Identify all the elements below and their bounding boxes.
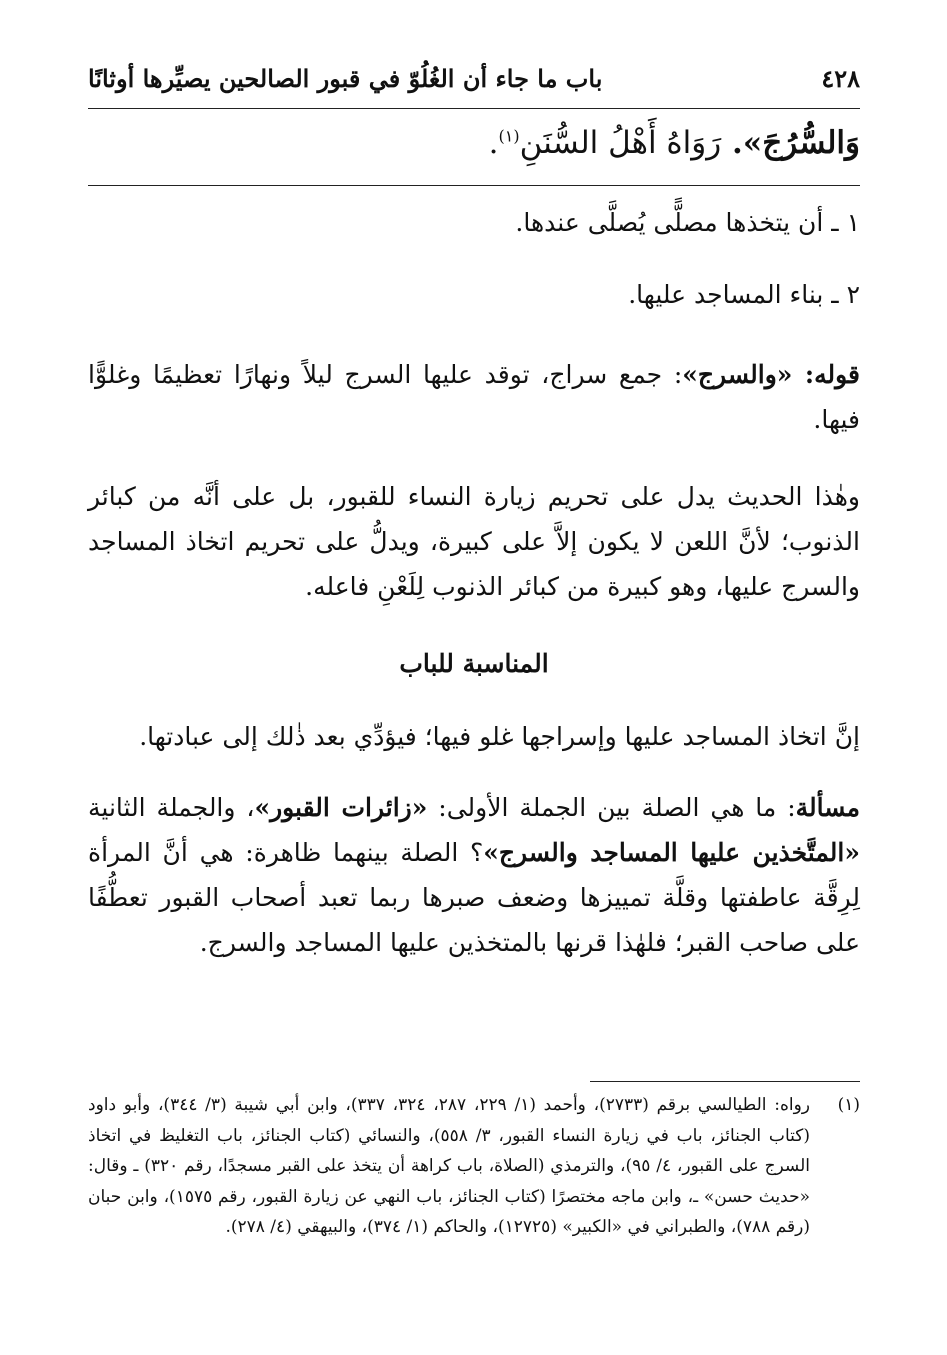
- running-head: [88, 58, 860, 108]
- commentary-text: : جمع سراج، توقد عليها السرج ليلاً ونهارًا تعظيمًا وغلوًّا فيها.: [88, 360, 860, 434]
- page-body: [88, 58, 860, 965]
- question-quote-1: «زائرات القبور»: [254, 793, 428, 822]
- footnote-number: (١): [837, 1095, 860, 1115]
- header-rule: [88, 108, 860, 109]
- question-paragraph: [88, 785, 860, 965]
- question-text-1: : ما هي الصلة بين الجملة الأولى:: [427, 793, 796, 822]
- hadith-period: .: [488, 125, 499, 161]
- question-text-2: ، والجملة الثانية: [88, 793, 255, 822]
- page-number: ٤٢٨: [821, 64, 860, 93]
- ruling-paragraph: وهٰذا الحديث يدل على تحريم زيارة النساء للقبور، بل على أنَّه من كبائر الذنوب؛ لأنَّ اللعن لا يكون إلاَّ على كبيرة، ويدلُّ على تحريم اتخاذ المساجد والسرج عليها، وهو كبيرة من كبائر الذنوب لِلَعْنِ فاعله.: [88, 482, 860, 601]
- question-quote-2: «المتَّخذين عليها المساجد والسرج»: [483, 838, 860, 867]
- list-item: ١ ـ أن يتخذها مصلًّى يُصلَّى عندها.: [515, 208, 860, 237]
- commentary-label: قوله: «والسرج»: [682, 360, 860, 389]
- hadith-word: وَالسُّرُجَ».: [732, 125, 860, 161]
- footnote-text: رواه: الطيالسي برقم (٢٧٣٣)، وأحمد (١/ ٢٢٩، ٢٨٧، ٣٢٤، ٣٣٧)، وابن أبي شيبة (٣/ ٣٤٤)، وأبو داود (كتاب الجنائز، باب في زيارة النساء القبور، ٣/ ٥٥٨)، والنسائي (كتاب الجنائز، باب التغليظ في اتخاذ السرج على القبور، ٤/ ٩٥)، والترمذي (الصلاة، باب كراهة أن يتخذ على القبر مسجدًا، رقم ٣٢٠) ـ وقال: «حديث حسن» ـ، وابن ماجه مختصرًا (كتاب الجنائز، باب النهي عن زيارة القبور، رقم ١٥٧٥)، وابن حبان (رقم ٧٨٨)، والطبراني في «الكبير» (١٢٧٢٥)، والحاكم (١/ ٣٧٤)، والبيهقي (٤/ ٢٧٨).: [88, 1095, 811, 1237]
- footnotes: [88, 1081, 860, 1243]
- text-rule: [88, 185, 860, 186]
- list-item: ٢ ـ بناء المساجد عليها.: [628, 280, 860, 309]
- chapter-title: باب ما جاء أن الغُلُوّ في قبور الصالحين يصيِّرها أوثانًا: [88, 64, 603, 93]
- footnote: [88, 1090, 860, 1243]
- question-label: مسألة: [795, 793, 860, 822]
- footnote-rule: [590, 1081, 860, 1082]
- footnote-marker: (١): [498, 126, 520, 146]
- commentary-paragraph: [88, 352, 860, 442]
- hadith-narration: رَوَاهُ أَهْلُ السُّنَنِ: [519, 125, 722, 161]
- question-text-3: ؟ الصلة بينهما ظاهرة: هي أنَّ المرأة لِرِقَّة عاطفتها وقلَّة تمييزها وضعف صبرها ربما تعبد أصحاب القبور تعطُّفًا على صاحب القبر؛ فلهٰذا قرنها بالمتخذين عليها المساجد والسرج.: [88, 838, 860, 957]
- relevance-paragraph: إنَّ اتخاذ المساجد عليها وإسراجها غلو فيها؛ فيؤدِّي بعد ذٰلك إلى عبادتها.: [139, 722, 860, 751]
- conditions-list: [88, 208, 860, 352]
- hadith-ending: [88, 125, 860, 185]
- section-title: المناسبة للباب: [399, 649, 549, 678]
